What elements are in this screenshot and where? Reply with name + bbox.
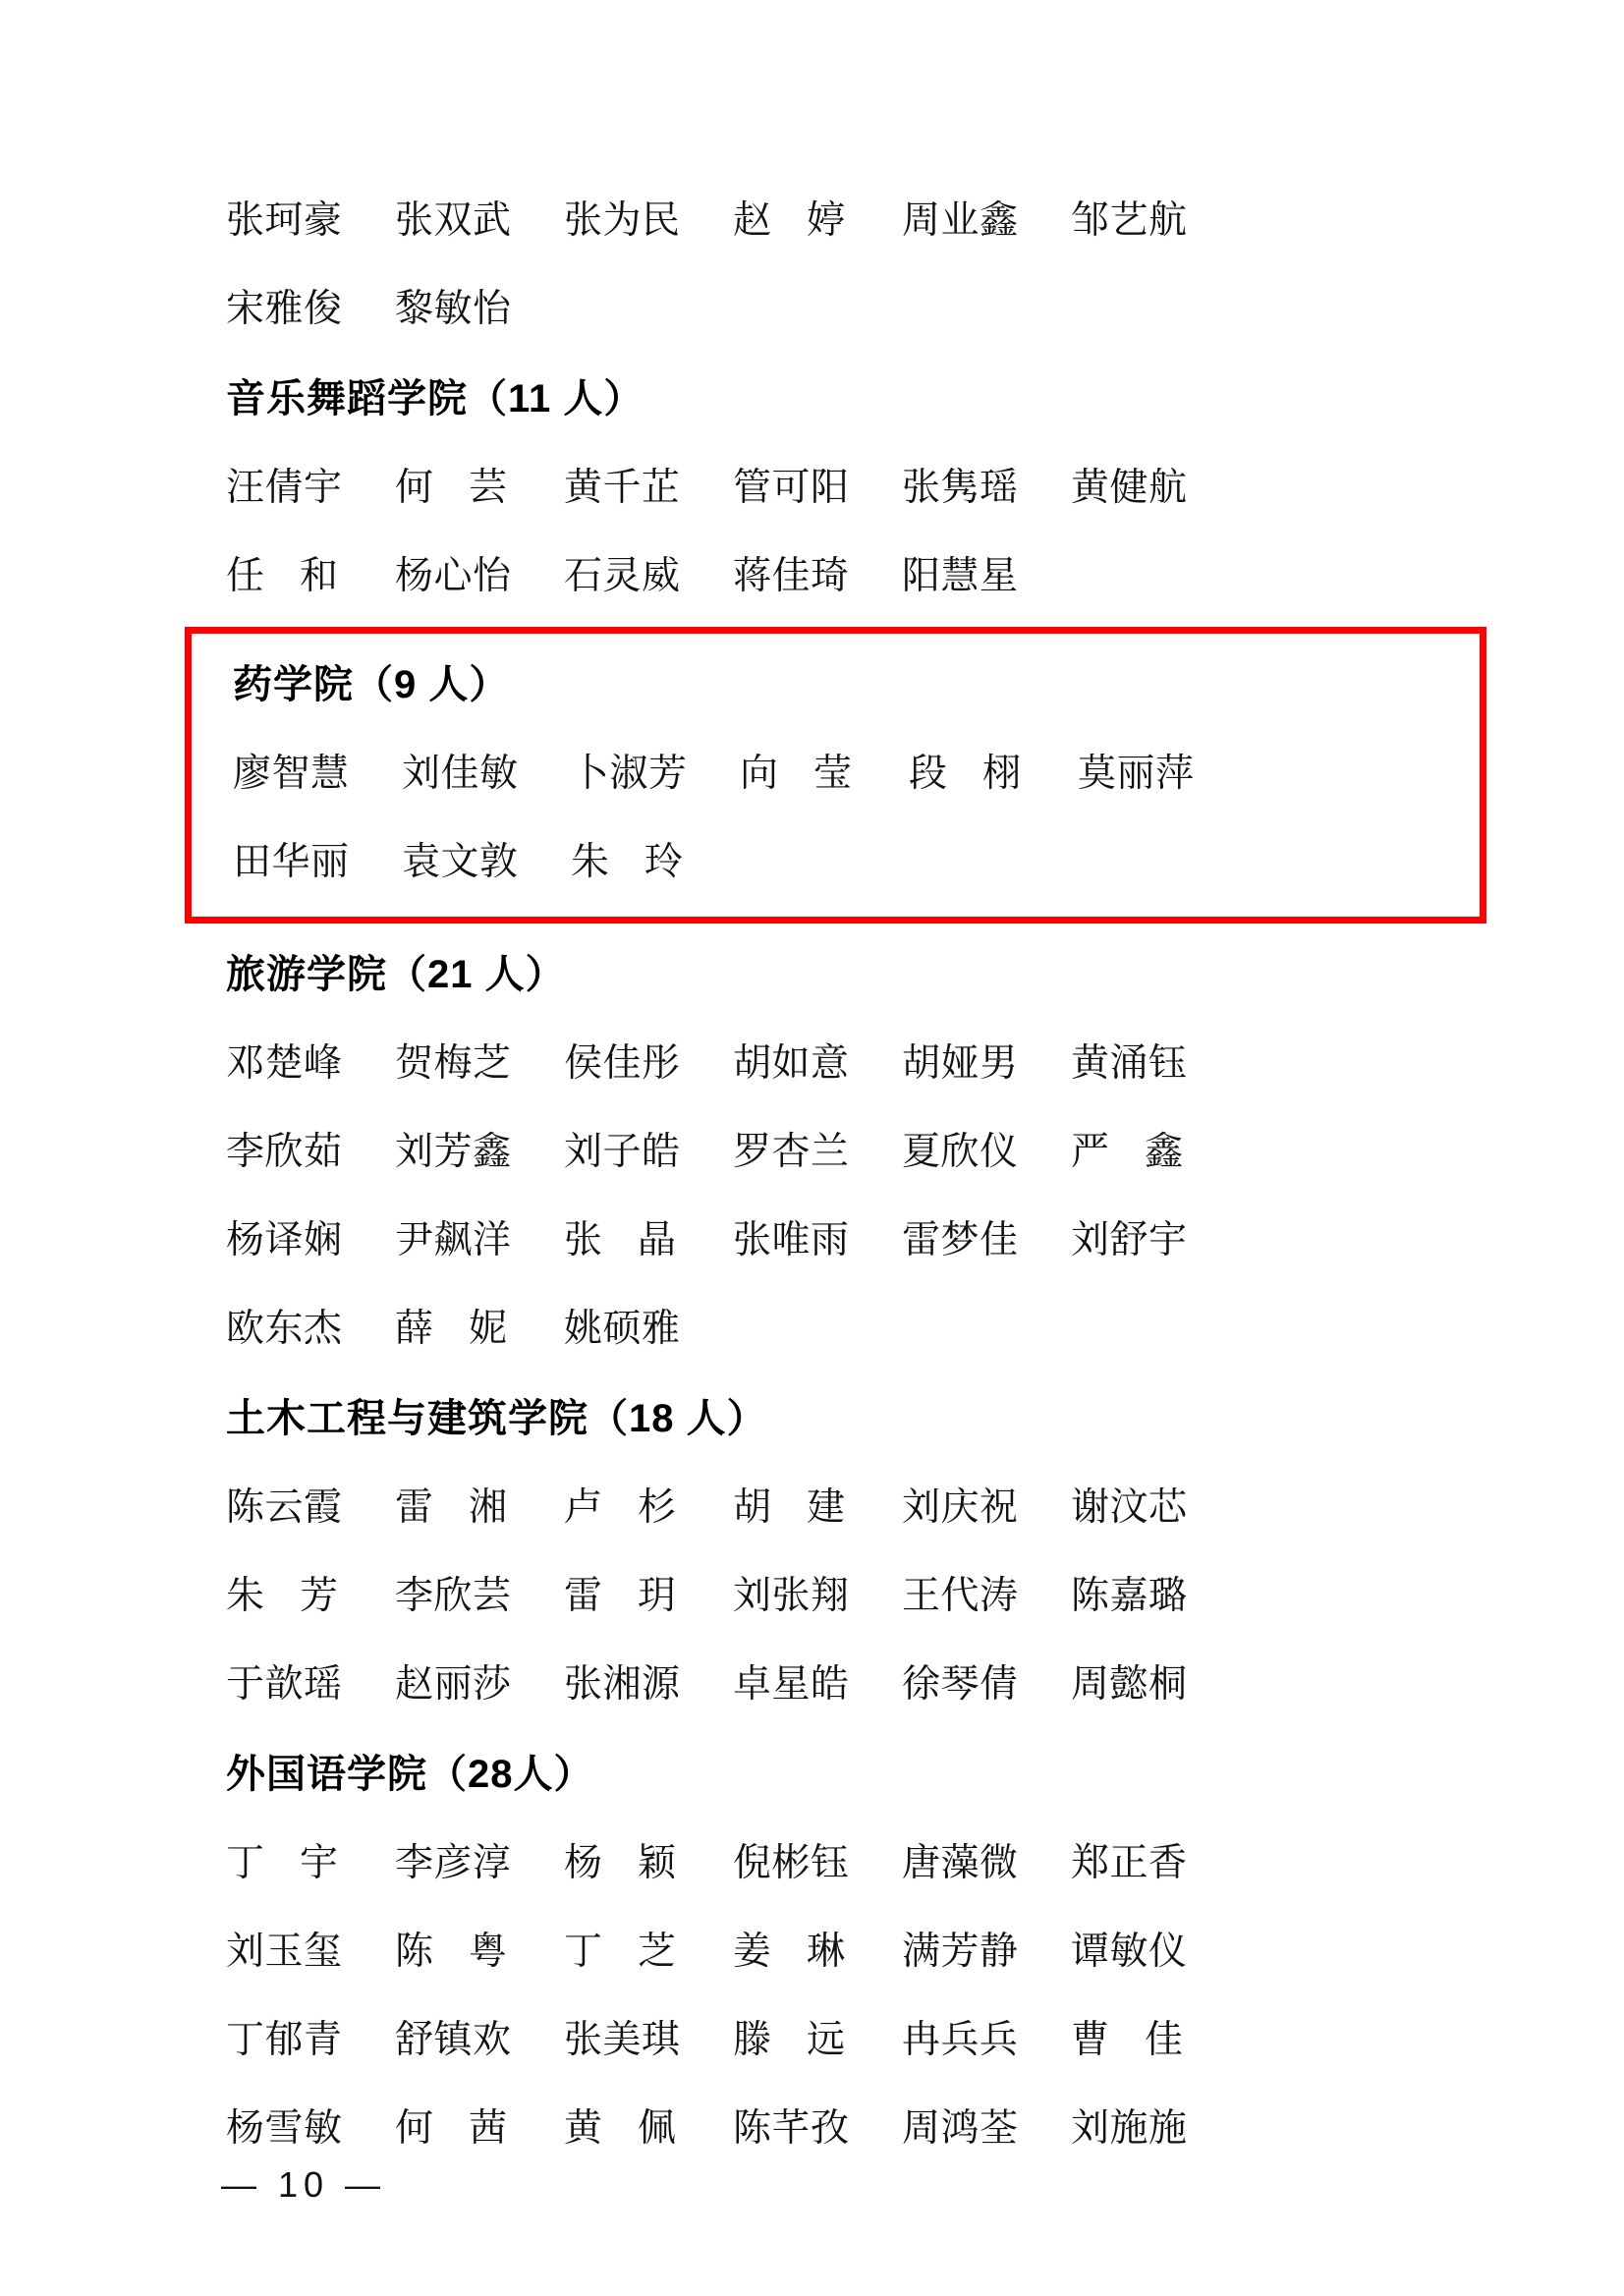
name-cell: 宋雅俊 [226,288,343,330]
section-heading: 旅游学院（21 人） [226,953,566,996]
name-cell: 田华丽 [233,841,350,883]
name-cell: 李彦淳 [395,1842,512,1884]
name-cell: 黎敏怡 [395,288,512,330]
section [226,929,1398,1373]
name-cell: 周业鑫 [902,199,1019,242]
page-number: — 10 — [221,2164,387,2205]
name-cell: 曹 佳 [1071,2019,1184,2061]
name-cell: 向 莹 [740,753,853,795]
name-cell: 汪倩宇 [226,467,343,509]
name-row [226,532,1398,621]
name-row [226,1908,1398,1996]
name-cell: 侯佳彤 [564,1042,681,1085]
name-cell: 张为民 [564,199,681,242]
name-cell: 杨译娴 [226,1219,343,1261]
name-row [226,177,1398,265]
name-cell: 胡娅男 [902,1042,1019,1085]
name-cell: 滕 远 [733,2019,846,2061]
name-cell: 何 芸 [395,467,508,509]
name-cell: 丁 宇 [226,1842,339,1884]
sections-container [226,354,1398,2173]
name-cell: 欧东杰 [226,1308,343,1350]
name-cell: 丁郁青 [226,2019,343,2061]
section [226,354,1398,621]
name-cell: 薛 妮 [395,1308,508,1350]
name-cell: 陈芊孜 [733,2107,850,2150]
name-cell: 谭敏仪 [1071,1931,1188,1973]
name-cell: 何 茜 [395,2107,508,2150]
name-cell: 卢 杉 [564,1486,677,1529]
name-cell: 邓楚峰 [226,1042,343,1085]
name-row [226,444,1398,532]
name-cell: 杨 颖 [564,1842,677,1884]
name-cell: 周懿桐 [1071,1663,1188,1706]
name-cell: 卓星皓 [733,1663,850,1706]
name-cell: 舒镇欢 [395,2019,512,2061]
name-cell: 廖智慧 [233,753,350,795]
name-cell: 冉兵兵 [902,2019,1019,2061]
name-row [226,265,1398,354]
name-cell: 满芳静 [902,1931,1019,1973]
name-cell: 段 栩 [909,753,1022,795]
name-cell: 刘芳鑫 [395,1131,512,1173]
section [226,1729,1398,2173]
name-cell: 胡如意 [733,1042,850,1085]
name-cell: 赵丽莎 [395,1663,512,1706]
name-cell: 刘玉玺 [226,1931,343,1973]
name-cell: 王代涛 [902,1575,1019,1617]
document-body [226,177,1398,2173]
section-heading: 外国语学院（28人） [226,1753,594,1796]
name-cell: 石灵威 [564,555,681,597]
name-cell: 任 和 [226,555,339,597]
name-cell: 姜 琳 [733,1931,846,1973]
name-cell: 姚硕雅 [564,1308,681,1350]
name-cell: 刘施施 [1071,2107,1188,2150]
name-cell: 张双武 [395,199,512,242]
name-cell: 罗杏兰 [733,1131,850,1173]
name-cell: 黄千芷 [564,467,681,509]
name-cell: 张湘源 [564,1663,681,1706]
section-heading: 土木工程与建筑学院（18 人） [226,1397,767,1440]
name-cell: 邹艺航 [1071,199,1188,242]
name-cell: 蒋佳琦 [733,555,850,597]
name-row [226,2085,1398,2173]
name-cell: 赵 婷 [733,199,846,242]
name-cell: 卜淑芳 [571,753,688,795]
name-cell: 张珂豪 [226,199,343,242]
name-cell: 雷梦佳 [902,1219,1019,1261]
name-cell: 夏欣仪 [902,1131,1019,1173]
name-cell: 袁文敦 [402,841,519,883]
name-cell: 陈 粤 [395,1931,508,1973]
name-cell: 张隽瑶 [902,467,1019,509]
section-heading: 药学院（9 人） [233,663,510,706]
name-cell: 徐琴倩 [902,1663,1019,1706]
name-cell: 李欣茹 [226,1131,343,1173]
top-continuation-block [226,177,1398,354]
name-row [226,1464,1398,1552]
name-cell: 雷 湘 [395,1486,508,1529]
name-cell: 张美琪 [564,2019,681,2061]
name-cell: 贺梅芝 [395,1042,512,1085]
name-row [233,818,1480,907]
name-cell: 丁 芝 [564,1931,677,1973]
name-row [226,1820,1398,1908]
name-cell: 张唯雨 [733,1219,850,1261]
name-cell: 于歆瑶 [226,1663,343,1706]
name-cell: 黄涌钰 [1071,1042,1188,1085]
name-row [226,1197,1398,1285]
name-row [226,1285,1398,1373]
name-cell: 刘子皓 [564,1131,681,1173]
name-row [226,1020,1398,1108]
name-cell: 郑正香 [1071,1842,1188,1884]
section-heading: 音乐舞蹈学院（11 人） [226,377,644,420]
name-cell: 刘庆祝 [902,1486,1019,1529]
name-cell: 阳慧星 [902,555,1019,597]
name-cell: 刘张翔 [733,1575,850,1617]
name-cell: 朱 芳 [226,1575,339,1617]
name-cell: 谢汶芯 [1071,1486,1188,1529]
name-cell: 刘舒宇 [1071,1219,1188,1261]
name-cell: 周鸿荃 [902,2107,1019,2150]
name-cell: 李欣芸 [395,1575,512,1617]
name-cell: 黄 佩 [564,2107,677,2150]
name-row [233,730,1480,818]
name-cell: 陈嘉璐 [1071,1575,1188,1617]
name-row [226,1641,1398,1729]
name-cell: 严 鑫 [1071,1131,1184,1173]
name-cell: 唐藻微 [902,1842,1019,1884]
name-cell: 陈云霞 [226,1486,343,1529]
name-cell: 莫丽萍 [1078,753,1195,795]
name-cell: 倪彬钰 [733,1842,850,1884]
name-row [226,1996,1398,2085]
name-cell: 杨心怡 [395,555,512,597]
name-cell: 雷 玥 [564,1575,677,1617]
name-cell: 张 晶 [564,1219,677,1261]
name-cell: 黄健航 [1071,467,1188,509]
name-row [226,1552,1398,1641]
name-cell: 刘佳敏 [402,753,519,795]
name-cell: 朱 玲 [571,841,684,883]
name-cell: 胡 建 [733,1486,846,1529]
name-cell: 杨雪敏 [226,2107,343,2150]
name-cell: 尹飙洋 [395,1219,512,1261]
name-row [226,1108,1398,1197]
name-cell: 管可阳 [733,467,850,509]
highlighted-section [185,627,1486,924]
section [226,1373,1398,1729]
